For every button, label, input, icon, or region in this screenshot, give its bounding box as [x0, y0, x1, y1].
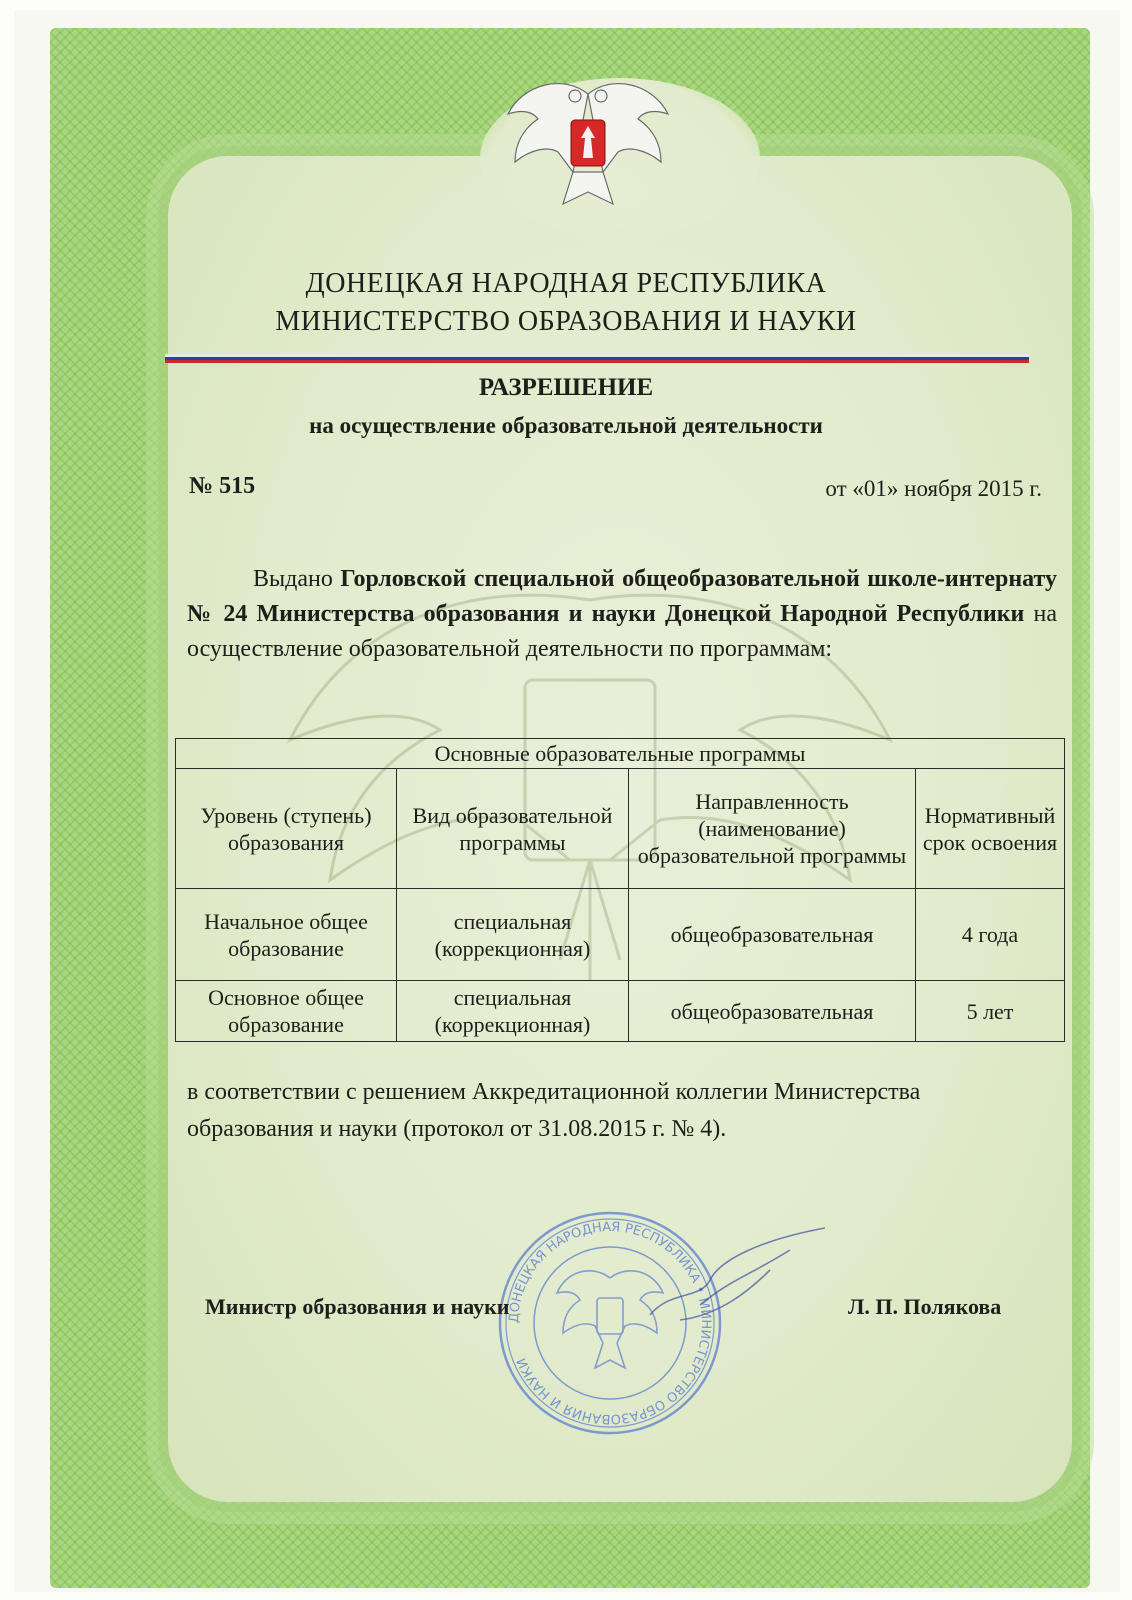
programs-table	[175, 738, 1065, 1042]
issued-suffix: на осуществление образовательной деятельности по программам:	[187, 601, 1057, 662]
issued-prefix: Выдано	[253, 566, 341, 592]
table-row	[176, 889, 1065, 981]
accreditation-basis: в соответствии с решением Аккредитационной коллегии Министерства образования и науки (протокол от 31.08.2015 г. № 4).	[187, 1079, 921, 1142]
column-header: Направленность (наименование) образовательной программы	[629, 769, 916, 889]
table-cell: 5 лет	[916, 981, 1065, 1042]
organization-name: Горловской специальной общеобразовательной школе-интернату № 24 Министерства образования и науки Донецкой Народной Республики	[187, 566, 1057, 627]
table-cell: Основное общее образование	[176, 981, 397, 1042]
table-caption: Основные образовательные программы	[176, 739, 1065, 769]
column-header: Вид образовательной программы	[397, 769, 629, 889]
table-cell: Начальное общее образование	[176, 889, 397, 981]
table-cell: 4 года	[916, 889, 1065, 981]
table-cell: общеобразовательная	[629, 889, 916, 981]
column-header: Нормативный срок освоения	[916, 769, 1065, 889]
signatory-name: Л. П. Полякова	[848, 1294, 1002, 1319]
eagle-emblem-icon	[503, 74, 673, 214]
flag-stripe-red	[165, 360, 1029, 363]
document-number: № 515	[189, 473, 256, 499]
ministry-heading: МИНИСТЕРСТВО ОБРАЗОВАНИЯ И НАУКИ	[275, 306, 857, 337]
seal-text: ДОНЕЦКАЯ НАРОДНАЯ РЕСПУБЛИКА • МИНИСТЕРСТВО ОБРАЗОВАНИЯ И НАУКИ	[506, 1219, 714, 1427]
column-header: Уровень (ступень) образования	[176, 769, 397, 889]
table-cell: общеобразовательная	[629, 981, 916, 1042]
signatory-position: Министр образования и науки	[205, 1294, 510, 1319]
issuance-paragraph	[187, 562, 1057, 667]
table-cell: специальная (коррекционная)	[397, 889, 629, 981]
republic-heading: ДОНЕЦКАЯ НАРОДНАЯ РЕСПУБЛИКА	[305, 268, 827, 299]
signature-mark	[640, 1220, 830, 1330]
table-row	[176, 981, 1065, 1042]
table-cell: специальная (коррекционная)	[397, 981, 629, 1042]
document-date: от «01» ноября 2015 г.	[825, 476, 1042, 501]
document-title: РАЗРЕШЕНИЕ	[478, 374, 654, 401]
document-subtitle: на осуществление образовательной деятельности	[309, 413, 823, 438]
